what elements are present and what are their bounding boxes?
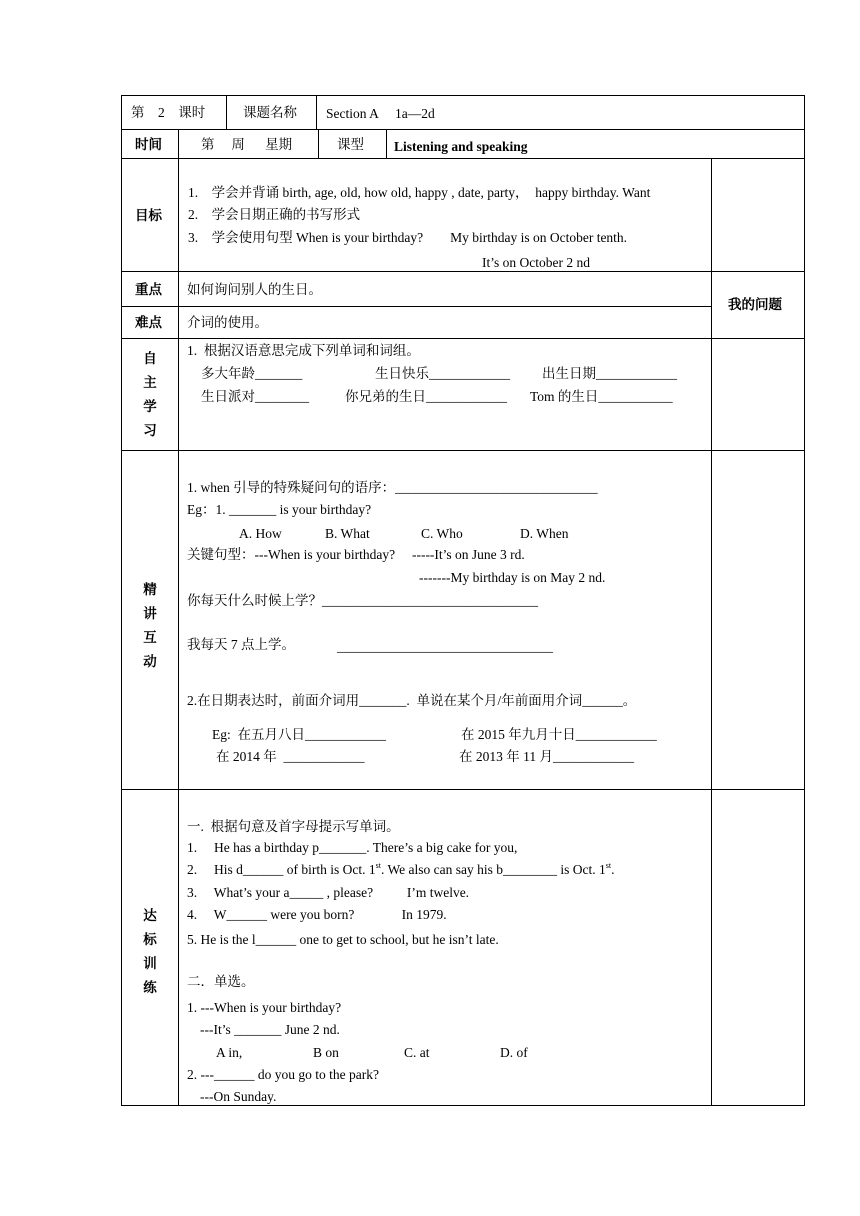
goal-item: 1. 学会并背诵 birth, age, old, how old, happy , date, party， happy birthday. Want	[188, 185, 651, 200]
exercise-item: 5. He is the l______ one to get to school, but he isn’t late.	[187, 932, 499, 947]
exercise-item: 1. He has a birthday p_______. There’s a big cake for you,	[187, 840, 518, 855]
date-example: Eg: 在五月八日____________	[212, 727, 386, 742]
key-sentence-continuation: -------My birthday is on May 2 nd.	[419, 570, 606, 585]
topic-label: 课题名称	[243, 105, 297, 120]
mc-option: C. at	[404, 1045, 430, 1060]
option-a: A. How	[239, 526, 282, 541]
interaction-label: 精讲互动	[143, 582, 157, 669]
date-example: 在 2015 年九月十日____________	[461, 727, 657, 742]
mc-answer: ---It’s _______ June 2 nd.	[200, 1022, 340, 1037]
date-example: 在 2013 年 11 月____________	[459, 749, 634, 764]
training-label: 达标训练	[143, 908, 157, 995]
school-answer-blank: ________________________________	[337, 639, 553, 654]
row-divider	[121, 306, 711, 307]
row-divider	[121, 271, 805, 272]
school-question: 你每天什么时候上学？________________________________	[187, 593, 538, 608]
table-border-top	[121, 95, 805, 96]
col-divider	[711, 158, 712, 1106]
type-value: Listening and speaking	[394, 139, 528, 154]
option-d: D. When	[520, 526, 569, 541]
difficult-text: 介词的使用。	[187, 315, 268, 330]
goal-item: 2. 学会日期正确的书写形式	[188, 207, 361, 222]
table-border-right	[804, 95, 805, 1106]
col-divider	[178, 129, 179, 1106]
self-study-title: 1. 根据汉语意思完成下列单词和词组。	[187, 343, 420, 358]
row-divider	[121, 158, 805, 159]
col-divider	[316, 95, 317, 130]
option-b: B. What	[325, 526, 370, 541]
self-study-item: 出生日期____________	[542, 366, 677, 381]
self-study-item: 你兄弟的生日____________	[345, 389, 507, 404]
self-study-label: 自主学习	[143, 351, 157, 438]
part1-title: 一. 根据句意及首字母提示写单词。	[187, 819, 400, 834]
mc-option: D. of	[500, 1045, 528, 1060]
week-field: 第 周 星期	[201, 137, 293, 152]
col-divider	[318, 129, 319, 159]
self-study-item: 生日派对________	[201, 389, 309, 404]
mc-question: 2. ---______ do you go to the park?	[187, 1067, 379, 1082]
interaction-example: Eg：1. _______ is your birthday?	[187, 502, 372, 517]
interaction-question: 1. when 引导的特殊疑问句的语序：______________________________	[187, 480, 598, 495]
self-study-item: 多大年龄_______	[201, 366, 303, 381]
table-border-bottom	[121, 1105, 805, 1106]
row-divider	[121, 450, 805, 451]
date-example: 在 2014 年 ____________	[216, 749, 365, 764]
topic-value: Section A 1a—2d	[326, 106, 435, 121]
difficult-label: 难点	[135, 315, 162, 330]
key-sentence: 关键句型：---When is your birthday? -----It’s on June 3 rd.	[187, 547, 525, 562]
mc-option: A in,	[216, 1045, 243, 1060]
key-label: 重点	[135, 282, 162, 297]
option-c: C. Who	[421, 526, 463, 541]
preposition-question: 2.在日期表达时，前面介词用_______. 单说在某个月/年前面用介词______。	[187, 693, 637, 708]
exercise-item: 3. What’s your a_____ , please? I’m twelve.	[187, 885, 470, 900]
part2-title: 二．单选。	[187, 974, 255, 989]
row-divider	[121, 338, 805, 339]
exercise-item: 4. W______ were you born? In 1979.	[187, 907, 447, 922]
goals-label: 目标	[135, 208, 162, 223]
exercise-item: 2. His d______ of birth is Oct. 1st. We also can say his b________ is Oct. 1st.	[187, 861, 615, 877]
row-divider	[121, 129, 805, 130]
mc-answer: ---On Sunday.	[200, 1089, 277, 1104]
self-study-item: 生日快乐____________	[375, 366, 510, 381]
mc-question: 1. ---When is your birthday?	[187, 1000, 342, 1015]
col-divider	[386, 129, 387, 159]
goal-item: 3. 学会使用句型 When is your birthday? My birthday is on October tenth.	[188, 230, 628, 245]
school-answer: 我每天 7 点上学。	[187, 637, 295, 652]
table-border-left	[121, 95, 122, 1106]
lesson-number: 第 2 课时	[131, 105, 206, 120]
col-divider	[226, 95, 227, 130]
my-questions-label: 我的问题	[728, 297, 782, 312]
type-label: 课型	[337, 137, 364, 152]
goal-item-continuation: It’s on October 2 nd	[482, 255, 590, 270]
time-label: 时间	[135, 137, 162, 152]
key-text: 如何询问别人的生日。	[187, 282, 322, 297]
row-divider	[121, 789, 805, 790]
mc-option: B on	[313, 1045, 339, 1060]
self-study-item: Tom 的生日___________	[530, 389, 673, 404]
